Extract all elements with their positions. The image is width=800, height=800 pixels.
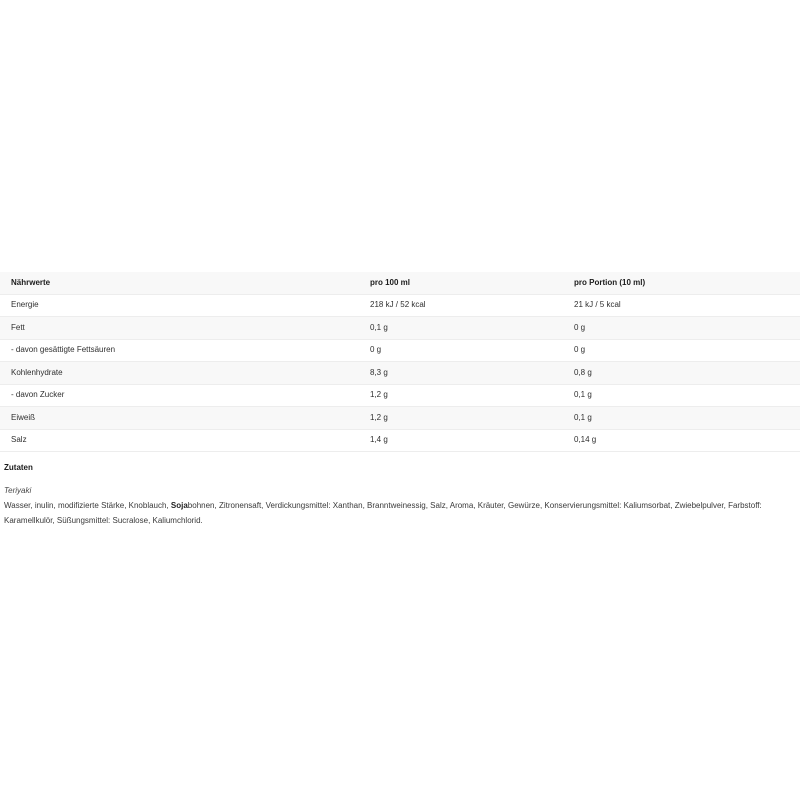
row-value-per-portion: 0,8 g [574, 362, 800, 385]
row-label: Energie [0, 294, 370, 317]
row-label: Salz [0, 429, 370, 452]
row-value-per-100ml: 0,1 g [370, 317, 574, 340]
row-value-per-portion: 0,14 g [574, 429, 800, 452]
allergen-soja: Soja [170, 501, 188, 510]
table-row-fett [0, 317, 800, 340]
row-label: Kohlenhydrate [0, 362, 370, 385]
nutrition-header-row [0, 272, 800, 294]
table-row-davon-zucker [0, 384, 800, 407]
column-header-naehrwerte: Nährwerte [0, 272, 370, 294]
row-value-per-portion: 0 g [574, 317, 800, 340]
row-value-per-100ml: 1,2 g [370, 407, 574, 430]
ingredients-text-start: Wasser, inulin, modifizierte Stärke, Knoblauch, [4, 501, 171, 510]
row-label: - davon Zucker [0, 384, 370, 407]
row-value-per-portion: 0,1 g [574, 407, 800, 430]
row-label: Fett [0, 317, 370, 340]
ingredients-heading: Zutaten [4, 463, 33, 472]
row-value-per-100ml: 1,2 g [370, 384, 574, 407]
ingredients-text-rest: bohnen, Zitronensaft, Verdickungsmittel: Xanthan, Branntweinessig, Salz, Aroma, Kräuter, Gewürze, Konservierungsmittel: Kaliumsorbat, Zwiebelpulver, Farbstoff: Karamellkulör, Süßungsmittel: Sucralose, Kaliumchlorid. [4, 501, 762, 525]
row-value-per-portion: 0,1 g [574, 384, 800, 407]
row-value-per-100ml: 218 kJ / 52 kcal [370, 294, 574, 317]
table-row-kohlenhydrate [0, 362, 800, 385]
row-value-per-portion: 21 kJ / 5 kcal [574, 294, 800, 317]
table-row-eiweiss [0, 407, 800, 430]
ingredients-variant-name: Teriyaki [4, 486, 32, 495]
row-value-per-portion: 0 g [574, 339, 800, 362]
nutrition-table [0, 272, 800, 452]
row-label: Eiweiß [0, 407, 370, 430]
row-label: - davon gesättigte Fettsäuren [0, 339, 370, 362]
column-header-per-100ml: pro 100 ml [370, 272, 574, 294]
table-row-salz [0, 429, 800, 452]
table-row-gesaettigte-fettsaeuren [0, 339, 800, 362]
row-value-per-100ml: 8,3 g [370, 362, 574, 385]
nutrition-section [0, 272, 800, 452]
row-value-per-100ml: 0 g [370, 339, 574, 362]
row-value-per-100ml: 1,4 g [370, 429, 574, 452]
ingredients-list [4, 498, 796, 528]
ingredients-section [4, 463, 796, 528]
column-header-per-portion: pro Portion (10 ml) [574, 272, 800, 294]
table-row-energie [0, 294, 800, 317]
